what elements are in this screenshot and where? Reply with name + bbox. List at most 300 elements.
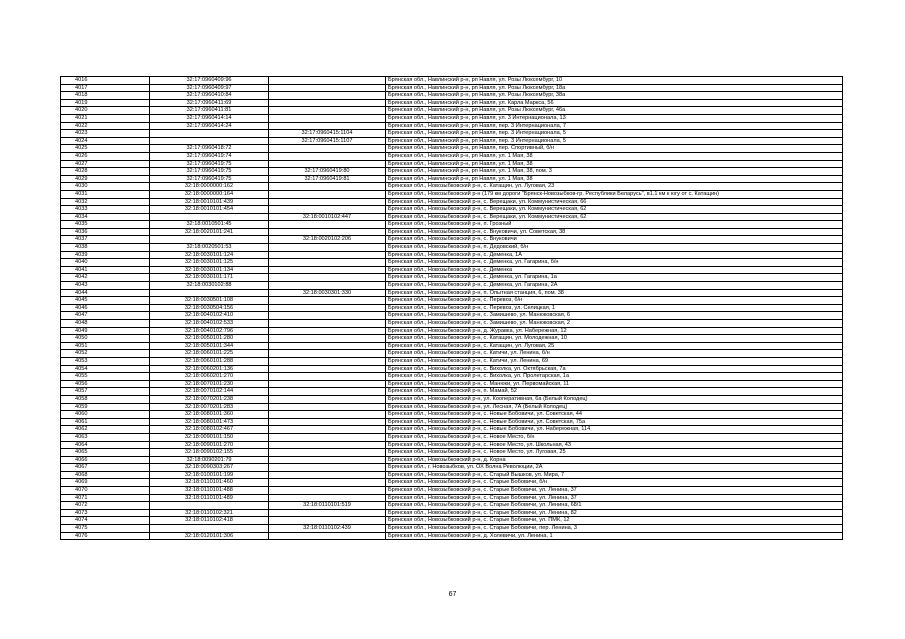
cadastral-number-cell: 32:18:0070102:144 bbox=[150, 388, 269, 396]
row-number-cell: 4070 bbox=[61, 487, 150, 495]
address-cell: Брянская обл., Навлинский р-н, рп Навля, ул. 1 Мая, 38 bbox=[386, 175, 843, 183]
row-number-cell: 4066 bbox=[61, 456, 150, 464]
cadastral-number-cell: 32:18:0060101:288 bbox=[150, 357, 269, 365]
row-number-cell: 4021 bbox=[61, 114, 150, 122]
row-number-cell: 4017 bbox=[61, 84, 150, 92]
cadastral-number-cell: 32:18:0120101:306 bbox=[150, 532, 269, 540]
cadastral-number-cell bbox=[150, 236, 269, 244]
cadastral-number-cell: 32:18:0030101:125 bbox=[150, 259, 269, 267]
cadastral-number-cell: 32:18:0110101:460 bbox=[150, 479, 269, 487]
table-row bbox=[61, 99, 843, 107]
cadastral-number-cell: 32:17:0960419:75 bbox=[150, 168, 269, 176]
cadastral-number-cell: 32:17:0960411:69 bbox=[150, 99, 269, 107]
address-cell: Брянская обл., Новозыбковский р-н, с. Катащин, ул. Луговая, 23 bbox=[386, 183, 843, 191]
sub-cadastral-number-cell bbox=[269, 532, 386, 540]
cadastral-number-cell: 32:18:0080102:467 bbox=[150, 426, 269, 434]
sub-cadastral-number-cell bbox=[269, 274, 386, 282]
address-cell: Брянская обл., Новозыбковский р-н, д. Холевичи, ул. Ленина, 1 bbox=[386, 532, 843, 540]
sub-cadastral-number-cell bbox=[269, 183, 386, 191]
row-number-cell: 4056 bbox=[61, 380, 150, 388]
address-cell: Брянская обл., Новозыбковский р-н, с. Старые Бобовичи, ул. Ленина, 37 bbox=[386, 487, 843, 495]
row-number-cell: 4016 bbox=[61, 77, 150, 85]
address-cell: Брянская обл., Новозыбковский р-н, с. Верещаки, ул. Коммунистическая, 62 bbox=[386, 206, 843, 214]
address-cell: Брянская обл., Новозыбковский р-н, п. Дедовский, б/н bbox=[386, 244, 843, 252]
sub-cadastral-number-cell bbox=[269, 449, 386, 457]
sub-cadastral-number-cell bbox=[269, 441, 386, 449]
address-cell: Брянская обл., Новозыбковский р-н, п. Грозный bbox=[386, 221, 843, 229]
row-number-cell: 4060 bbox=[61, 411, 150, 419]
address-cell: Брянская обл., Новозыбковский р-н, с. Новые Бобовичи, ул. Советская, 44 bbox=[386, 411, 843, 419]
table-row bbox=[61, 320, 843, 328]
cadastral-number-cell: 32:18:0090201:79 bbox=[150, 456, 269, 464]
table-row bbox=[61, 92, 843, 100]
cadastral-number-cell: 32:18:0050101:344 bbox=[150, 342, 269, 350]
sub-cadastral-number-cell bbox=[269, 122, 386, 130]
cadastral-number-cell: 32:17:0960411:81 bbox=[150, 107, 269, 115]
row-number-cell: 4037 bbox=[61, 236, 150, 244]
sub-cadastral-number-cell bbox=[269, 464, 386, 472]
row-number-cell: 4072 bbox=[61, 502, 150, 510]
sub-cadastral-number-cell bbox=[269, 380, 386, 388]
sub-cadastral-number-cell bbox=[269, 251, 386, 259]
table-row bbox=[61, 502, 843, 510]
cadastral-number-cell: 32:18:0060101:225 bbox=[150, 350, 269, 358]
sub-cadastral-number-cell bbox=[269, 221, 386, 229]
row-number-cell: 4040 bbox=[61, 259, 150, 267]
sub-cadastral-number-cell bbox=[269, 373, 386, 381]
row-number-cell: 4062 bbox=[61, 426, 150, 434]
cadastral-number-cell: 32:18:0030101:124 bbox=[150, 251, 269, 259]
cadastral-number-cell: 32:18:0030501:108 bbox=[150, 297, 269, 305]
row-number-cell: 4050 bbox=[61, 335, 150, 343]
address-cell: Брянская обл., Навлинский р-н, рп Навля, ул. 1 Мая, 38, пом. 3 bbox=[386, 168, 843, 176]
table-row bbox=[61, 411, 843, 419]
row-number-cell: 4052 bbox=[61, 350, 150, 358]
row-number-cell: 4068 bbox=[61, 471, 150, 479]
address-cell: Брянская обл., Навлинский р-н, рп Навля, ул. 1 Мая, 38 bbox=[386, 152, 843, 160]
address-cell: Брянская обл., Навлинский р-н, рп Навля, пер. 3 Интернационала, 5 bbox=[386, 137, 843, 145]
address-cell: Брянская обл., Новозыбковский р-н, с. Верещаки, ул. Коммунистическая, 62 bbox=[386, 213, 843, 221]
cadastral-number-cell: 32:17:0960409:96 bbox=[150, 77, 269, 85]
address-cell: Брянская обл., Навлинский р-н, рп Навля, ул. Розы Люксембург, 38а bbox=[386, 92, 843, 100]
address-cell: Брянская обл., Новозыбковский р-н, с. Деменка, ул. Гагарина, б/н bbox=[386, 259, 843, 267]
cadastral-number-cell: 32:18:0110101:489 bbox=[150, 494, 269, 502]
address-cell: Брянская обл., Новозыбковский р-н, ул. Кооперативная, 6а (Белый Колодец) bbox=[386, 395, 843, 403]
table-row bbox=[61, 395, 843, 403]
row-number-cell: 4044 bbox=[61, 289, 150, 297]
row-number-cell: 4074 bbox=[61, 517, 150, 525]
sub-cadastral-number-cell bbox=[269, 350, 386, 358]
cadastral-number-cell: 32:18:0040102:533 bbox=[150, 320, 269, 328]
table-row bbox=[61, 403, 843, 411]
row-number-cell: 4075 bbox=[61, 525, 150, 533]
cadastral-number-cell: 32:18:0030101:171 bbox=[150, 274, 269, 282]
table-row bbox=[61, 183, 843, 191]
sub-cadastral-number-cell bbox=[269, 365, 386, 373]
address-cell: Брянская обл., Новозыбковский р-н, п. Мамай, 52 bbox=[386, 388, 843, 396]
sub-cadastral-number-cell: 32:18:0110101:519 bbox=[269, 502, 386, 510]
row-number-cell: 4073 bbox=[61, 509, 150, 517]
sub-cadastral-number-cell: 32:17:0960419:80 bbox=[269, 168, 386, 176]
row-number-cell: 4022 bbox=[61, 122, 150, 130]
table-row bbox=[61, 532, 843, 540]
address-cell: Брянская обл., Новозыбковский р-н, с. Старые Бобовичи, ул. Ленина, 82 bbox=[386, 509, 843, 517]
cadastral-number-cell: 32:18:0050101:280 bbox=[150, 335, 269, 343]
row-number-cell: 4036 bbox=[61, 228, 150, 236]
page-number: 67 bbox=[448, 591, 457, 598]
cadastral-number-cell: 32:18:0020501:53 bbox=[150, 244, 269, 252]
table-row bbox=[61, 464, 843, 472]
cadastral-number-cell: 32:18:0090303:267 bbox=[150, 464, 269, 472]
sub-cadastral-number-cell bbox=[269, 320, 386, 328]
sub-cadastral-number-cell bbox=[269, 403, 386, 411]
cadastral-number-cell: 32:17:0960409:97 bbox=[150, 84, 269, 92]
sub-cadastral-number-cell bbox=[269, 342, 386, 350]
address-cell: Брянская обл., Новозыбковский р-н, с. Замишево, ул. Манюковская, 2 bbox=[386, 320, 843, 328]
table-row bbox=[61, 259, 843, 267]
row-number-cell: 4029 bbox=[61, 175, 150, 183]
cadastral-number-cell: 32:17:0960410:84 bbox=[150, 92, 269, 100]
cadastral-number-cell: 32:17:0960414:24 bbox=[150, 122, 269, 130]
sub-cadastral-number-cell bbox=[269, 479, 386, 487]
address-cell: Брянская обл., Новозыбковский р-н, с. Новые Бобовичи, ул. Набережная, 114 bbox=[386, 426, 843, 434]
cadastral-number-cell bbox=[150, 130, 269, 138]
row-number-cell: 4065 bbox=[61, 449, 150, 457]
sub-cadastral-number-cell bbox=[269, 160, 386, 168]
cadastral-number-cell: 32:17:0960418:72 bbox=[150, 145, 269, 153]
row-number-cell: 4025 bbox=[61, 145, 150, 153]
sub-cadastral-number-cell bbox=[269, 395, 386, 403]
cadastral-number-cell: 32:17:0960419:75 bbox=[150, 160, 269, 168]
table-row bbox=[61, 525, 843, 533]
sub-cadastral-number-cell bbox=[269, 107, 386, 115]
row-number-cell: 4054 bbox=[61, 365, 150, 373]
row-number-cell: 4076 bbox=[61, 532, 150, 540]
table-row bbox=[61, 107, 843, 115]
address-cell: Брянская обл., г. Новозыбков, ул. ОХ Волна Революции, 2А bbox=[386, 464, 843, 472]
table-row bbox=[61, 168, 843, 176]
address-cell: Брянская обл., Новозыбковский р-н, с. Верещаки, ул. Коммунистическая, 66 bbox=[386, 198, 843, 206]
address-cell: Брянская обл., Новозыбковский р-н, с. Катащин, ул. Молодежная, 10 bbox=[386, 335, 843, 343]
row-number-cell: 4047 bbox=[61, 312, 150, 320]
sub-cadastral-number-cell bbox=[269, 92, 386, 100]
cadastral-number-cell: 32:18:0090101:150 bbox=[150, 433, 269, 441]
sub-cadastral-number-cell bbox=[269, 114, 386, 122]
row-number-cell: 4043 bbox=[61, 282, 150, 290]
sub-cadastral-number-cell: 32:18:0110102:439 bbox=[269, 525, 386, 533]
table-row bbox=[61, 388, 843, 396]
table-row bbox=[61, 494, 843, 502]
registry-sheet bbox=[60, 76, 843, 540]
address-cell: Брянская обл., Навлинский р-н, рп Навля, ул. Розы Люксембург, 18а bbox=[386, 84, 843, 92]
table-row bbox=[61, 206, 843, 214]
cadastral-number-cell: 32:18:0030101:134 bbox=[150, 266, 269, 274]
registry-table-body bbox=[61, 77, 843, 540]
row-number-cell: 4019 bbox=[61, 99, 150, 107]
cadastral-number-cell: 32:18:0040102:410 bbox=[150, 312, 269, 320]
address-cell: Брянская обл., Новозыбковский р-н (179 км дороги "Брянск-Новозыбков-гр. Республики Беларусь", в1.1 км к югу от с. Катащин) bbox=[386, 190, 843, 198]
address-cell: Брянская обл., Новозыбковский р-н, с. Старые Бобовичи, б/н bbox=[386, 479, 843, 487]
row-number-cell: 4028 bbox=[61, 168, 150, 176]
row-number-cell: 4051 bbox=[61, 342, 150, 350]
table-row bbox=[61, 160, 843, 168]
cadastral-number-cell: 32:17:0960414:14 bbox=[150, 114, 269, 122]
table-row bbox=[61, 236, 843, 244]
table-row bbox=[61, 122, 843, 130]
sub-cadastral-number-cell bbox=[269, 411, 386, 419]
cadastral-number-cell: 32:18:0080101:360 bbox=[150, 411, 269, 419]
sub-cadastral-number-cell bbox=[269, 418, 386, 426]
sub-cadastral-number-cell bbox=[269, 471, 386, 479]
table-row bbox=[61, 517, 843, 525]
row-number-cell: 4030 bbox=[61, 183, 150, 191]
address-cell: Брянская обл., Новозыбковский р-н, с. Перевоз, б/н bbox=[386, 297, 843, 305]
table-row bbox=[61, 449, 843, 457]
table-row bbox=[61, 198, 843, 206]
table-row bbox=[61, 441, 843, 449]
address-cell: Брянская обл., Новозыбковский р-н, с. Вихолка, ул. Октябрьская, 7а bbox=[386, 365, 843, 373]
row-number-cell: 4045 bbox=[61, 297, 150, 305]
cadastral-number-cell bbox=[150, 137, 269, 145]
address-cell: Брянская обл., Новозыбковский р-н, с. Деменка, ул. Гагарина, 2А bbox=[386, 282, 843, 290]
table-row bbox=[61, 426, 843, 434]
address-cell: Брянская обл., Новозыбковский р-н, с. Внуковичи bbox=[386, 236, 843, 244]
table-row bbox=[61, 137, 843, 145]
row-number-cell: 4023 bbox=[61, 130, 150, 138]
table-row bbox=[61, 77, 843, 85]
row-number-cell: 4063 bbox=[61, 433, 150, 441]
sub-cadastral-number-cell: 32:17:0960419:81 bbox=[269, 175, 386, 183]
address-cell: Брянская обл., Новозыбковский р-н, с. Старые Бобовичи, ул. ПМК, 12 bbox=[386, 517, 843, 525]
address-cell: Брянская обл., Новозыбковский р-н, с. Новые Бобовичи, ул. Советская, 75а bbox=[386, 418, 843, 426]
table-row bbox=[61, 213, 843, 221]
address-cell: Брянская обл., Новозыбковский р-н, с. Перевоз, ул. Селицкая, 1 bbox=[386, 304, 843, 312]
table-row bbox=[61, 175, 843, 183]
row-number-cell: 4057 bbox=[61, 388, 150, 396]
cadastral-number-cell: 32:18:0060201:136 bbox=[150, 365, 269, 373]
row-number-cell: 4032 bbox=[61, 198, 150, 206]
cadastral-number-cell: 32:18:0060201:270 bbox=[150, 373, 269, 381]
table-row bbox=[61, 342, 843, 350]
cadastral-number-cell: 32:18:0090101:270 bbox=[150, 441, 269, 449]
address-cell: Брянская обл., Навлинский р-н, рп Навля, пер. 3 Интернационала, 5 bbox=[386, 130, 843, 138]
sub-cadastral-number-cell bbox=[269, 517, 386, 525]
row-number-cell: 4055 bbox=[61, 373, 150, 381]
address-cell: Брянская обл., Новозыбковский р-н, с. Новое Место, ул. Школьная, 43 bbox=[386, 441, 843, 449]
cadastral-number-cell: 32:18:0090102:155 bbox=[150, 449, 269, 457]
table-row bbox=[61, 357, 843, 365]
cadastral-number-cell: 32:18:0020101:241 bbox=[150, 228, 269, 236]
address-cell: Брянская обл., Новозыбковский р-н, п. Опытная станция, 6, пом. 38 bbox=[386, 289, 843, 297]
table-row bbox=[61, 312, 843, 320]
cadastral-number-cell: 32:18:0010101:454 bbox=[150, 206, 269, 214]
table-row bbox=[61, 297, 843, 305]
row-number-cell: 4020 bbox=[61, 107, 150, 115]
cadastral-number-cell: 32:18:0110101:488 bbox=[150, 487, 269, 495]
row-number-cell: 4053 bbox=[61, 357, 150, 365]
address-cell: Брянская обл., Новозыбковский р-н, д. Журавка, ул. Набережная, 12 bbox=[386, 327, 843, 335]
cadastral-number-cell: 32:18:0030504:156 bbox=[150, 304, 269, 312]
table-row bbox=[61, 327, 843, 335]
table-row bbox=[61, 145, 843, 153]
address-cell: Брянская обл., Новозыбковский р-н, с. Катащин, ул. Луговая, 25 bbox=[386, 342, 843, 350]
cadastral-number-cell bbox=[150, 289, 269, 297]
address-cell: Брянская обл., Новозыбковский р-н, с. Внуковичи, ул. Советская, 38 bbox=[386, 228, 843, 236]
sub-cadastral-number-cell bbox=[269, 282, 386, 290]
sub-cadastral-number-cell bbox=[269, 259, 386, 267]
sub-cadastral-number-cell bbox=[269, 84, 386, 92]
row-number-cell: 4039 bbox=[61, 251, 150, 259]
row-number-cell: 4064 bbox=[61, 441, 150, 449]
sub-cadastral-number-cell bbox=[269, 77, 386, 85]
address-cell: Брянская обл., Новозыбковский р-н, с. Катичи, ул. Ленина, 69 bbox=[386, 357, 843, 365]
table-row bbox=[61, 289, 843, 297]
address-cell: Брянская обл., Навлинский р-н, рп Навля, ул. Карла Маркса, 56 bbox=[386, 99, 843, 107]
address-cell: Брянская обл., Новозыбковский р-н, с. Деменка, ул. Гагарина, 1а bbox=[386, 274, 843, 282]
address-cell: Брянская обл., Новозыбковский р-н, с. Вихолка, ул. Пролетарская, 1а bbox=[386, 373, 843, 381]
sub-cadastral-number-cell: 32:17:0960415:1107 bbox=[269, 137, 386, 145]
cadastral-number-cell bbox=[150, 213, 269, 221]
cadastral-number-cell: 32:18:0110102:321 bbox=[150, 509, 269, 517]
cadastral-number-cell: 32:18:0010501:45 bbox=[150, 221, 269, 229]
address-cell: Брянская обл., Новозыбковский р-н, с. Замишево, ул. Манюковская, 6 bbox=[386, 312, 843, 320]
table-row bbox=[61, 479, 843, 487]
sub-cadastral-number-cell bbox=[269, 190, 386, 198]
sub-cadastral-number-cell bbox=[269, 228, 386, 236]
row-number-cell: 4031 bbox=[61, 190, 150, 198]
table-row bbox=[61, 373, 843, 381]
address-cell: Брянская обл., Новозыбковский р-н, с. Деменка, 1А bbox=[386, 251, 843, 259]
cadastral-number-cell: 32:17:0960419:75 bbox=[150, 175, 269, 183]
row-number-cell: 4024 bbox=[61, 137, 150, 145]
row-number-cell: 4038 bbox=[61, 244, 150, 252]
row-number-cell: 4042 bbox=[61, 274, 150, 282]
table-row bbox=[61, 471, 843, 479]
sub-cadastral-number-cell bbox=[269, 266, 386, 274]
sub-cadastral-number-cell bbox=[269, 388, 386, 396]
row-number-cell: 4018 bbox=[61, 92, 150, 100]
cadastral-number-cell: 32:18:0040102:796 bbox=[150, 327, 269, 335]
sub-cadastral-number-cell: 32:18:0030301:330 bbox=[269, 289, 386, 297]
row-number-cell: 4046 bbox=[61, 304, 150, 312]
table-row bbox=[61, 244, 843, 252]
row-number-cell: 4034 bbox=[61, 213, 150, 221]
sub-cadastral-number-cell bbox=[269, 494, 386, 502]
sub-cadastral-number-cell: 32:17:0960415:1104 bbox=[269, 130, 386, 138]
sub-cadastral-number-cell bbox=[269, 99, 386, 107]
row-number-cell: 4049 bbox=[61, 327, 150, 335]
table-row bbox=[61, 130, 843, 138]
sub-cadastral-number-cell bbox=[269, 244, 386, 252]
address-cell: Брянская обл., Навлинский р-н, рп Навля, ул. 1 Мая, 38 bbox=[386, 160, 843, 168]
sub-cadastral-number-cell: 32:18:0020102:206 bbox=[269, 236, 386, 244]
cadastral-number-cell: 32:18:0070201:283 bbox=[150, 403, 269, 411]
cadastral-number-cell bbox=[150, 525, 269, 533]
sub-cadastral-number-cell bbox=[269, 206, 386, 214]
cadastral-number-cell: 32:18:0110102:418 bbox=[150, 517, 269, 525]
table-row bbox=[61, 114, 843, 122]
table-row bbox=[61, 228, 843, 236]
address-cell: Брянская обл., Навлинский р-н, рп Навля, пер. Спортивный, б/н bbox=[386, 145, 843, 153]
table-row bbox=[61, 274, 843, 282]
sub-cadastral-number-cell bbox=[269, 198, 386, 206]
sub-cadastral-number-cell bbox=[269, 509, 386, 517]
table-row bbox=[61, 84, 843, 92]
address-cell: Брянская обл., Навлинский р-н, рп Навля, ул. Розы Люксембург, 46а bbox=[386, 107, 843, 115]
address-cell: Брянская обл., Новозыбковский р-н, с. Старые Бобовичи, ул. Ленина, 68/1 bbox=[386, 502, 843, 510]
table-row bbox=[61, 221, 843, 229]
sub-cadastral-number-cell bbox=[269, 327, 386, 335]
sub-cadastral-number-cell bbox=[269, 456, 386, 464]
sub-cadastral-number-cell bbox=[269, 426, 386, 434]
row-number-cell: 4061 bbox=[61, 418, 150, 426]
sub-cadastral-number-cell bbox=[269, 357, 386, 365]
row-number-cell: 4058 bbox=[61, 395, 150, 403]
row-number-cell: 4033 bbox=[61, 206, 150, 214]
address-cell: Брянская обл., Новозыбковский р-н, с. Старые Бобовичи, ул. Ленина, 37 bbox=[386, 494, 843, 502]
sub-cadastral-number-cell bbox=[269, 152, 386, 160]
table-row bbox=[61, 487, 843, 495]
table-row bbox=[61, 190, 843, 198]
registry-table bbox=[60, 76, 843, 540]
cadastral-number-cell: 32:17:0960419:74 bbox=[150, 152, 269, 160]
row-number-cell: 4067 bbox=[61, 464, 150, 472]
table-row bbox=[61, 152, 843, 160]
row-number-cell: 4041 bbox=[61, 266, 150, 274]
cadastral-number-cell: 32:18:0000000:164 bbox=[150, 190, 269, 198]
cadastral-number-cell: 32:18:0030102:88 bbox=[150, 282, 269, 290]
table-row bbox=[61, 282, 843, 290]
sub-cadastral-number-cell bbox=[269, 145, 386, 153]
table-row bbox=[61, 418, 843, 426]
cadastral-number-cell: 32:18:0070201:238 bbox=[150, 395, 269, 403]
address-cell: Брянская обл., Новозыбковский р-н, с. Катичи, ул. Ленина, б/н bbox=[386, 350, 843, 358]
row-number-cell: 4059 bbox=[61, 403, 150, 411]
table-row bbox=[61, 251, 843, 259]
address-cell: Брянская обл., Новозыбковский р-н, с. Новое Место, б/н bbox=[386, 433, 843, 441]
cadastral-number-cell bbox=[150, 502, 269, 510]
table-row bbox=[61, 380, 843, 388]
table-row bbox=[61, 335, 843, 343]
table-row bbox=[61, 433, 843, 441]
row-number-cell: 4026 bbox=[61, 152, 150, 160]
row-number-cell: 4027 bbox=[61, 160, 150, 168]
cadastral-number-cell: 32:18:0080101:473 bbox=[150, 418, 269, 426]
cadastral-number-cell: 32:18:0010101:439 bbox=[150, 198, 269, 206]
table-row bbox=[61, 365, 843, 373]
address-cell: Брянская обл., Навлинский р-н, рп Навля, ул. 3 Интернационала, 13 bbox=[386, 114, 843, 122]
sub-cadastral-number-cell bbox=[269, 433, 386, 441]
cadastral-number-cell: 32:18:0000000:162 bbox=[150, 183, 269, 191]
address-cell: Брянская обл., Навлинский р-н, рп Навля, ул. Розы Люксембург, 10 bbox=[386, 77, 843, 85]
cadastral-number-cell: 32:18:0100101:199 bbox=[150, 471, 269, 479]
sub-cadastral-number-cell bbox=[269, 312, 386, 320]
table-row bbox=[61, 304, 843, 312]
address-cell: Брянская обл., Новозыбковский р-н, с. Старый Вышков, ул. Мира, 7 bbox=[386, 471, 843, 479]
sub-cadastral-number-cell: 32:18:0010102:447 bbox=[269, 213, 386, 221]
sub-cadastral-number-cell bbox=[269, 297, 386, 305]
address-cell: Брянская обл., Новозыбковский р-н, с. Новое Место, ул. Луговая, 25 bbox=[386, 449, 843, 457]
sub-cadastral-number-cell bbox=[269, 335, 386, 343]
table-row bbox=[61, 266, 843, 274]
address-cell: Брянская обл., Новозыбковский р-н, с. Старые Бобовичи, пер. Ленина, 3 bbox=[386, 525, 843, 533]
address-cell: Брянская обл., Навлинский р-н, рп Навля, пер. 3 Интернационала, 7 bbox=[386, 122, 843, 130]
cadastral-number-cell: 32:18:0070101:230 bbox=[150, 380, 269, 388]
sub-cadastral-number-cell bbox=[269, 304, 386, 312]
table-row bbox=[61, 456, 843, 464]
row-number-cell: 4069 bbox=[61, 479, 150, 487]
table-row bbox=[61, 350, 843, 358]
